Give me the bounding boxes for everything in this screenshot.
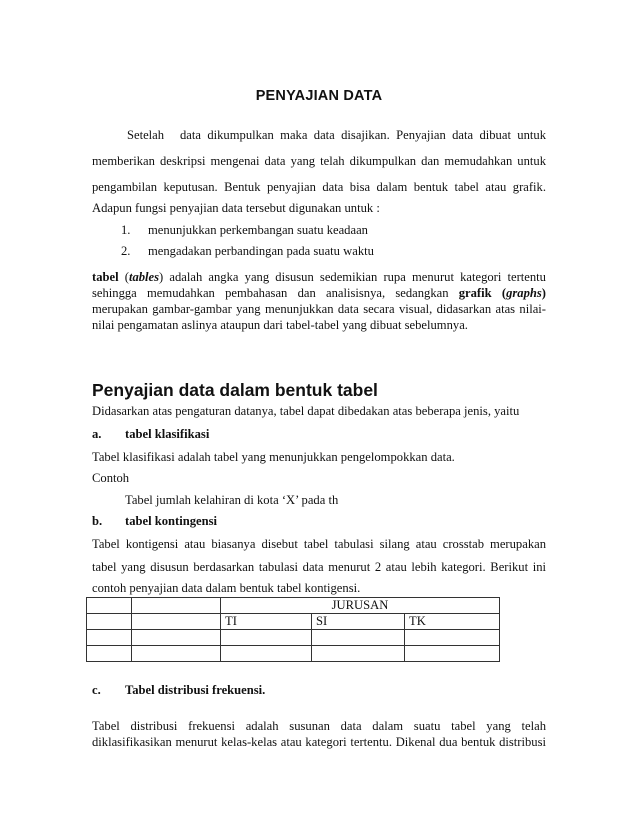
table-cell [132, 646, 221, 662]
item-a-description: Tabel klasifikasi adalah tabel yang menunjukkan pengelompokkan data. [92, 450, 455, 464]
term-tabel: tabel [92, 270, 119, 284]
function-text: mengadakan perbandingan pada suatu waktu [148, 244, 374, 258]
item-a-letter: a. [92, 427, 102, 441]
table-row [87, 646, 500, 662]
table-row [87, 630, 500, 646]
table-cell [312, 630, 405, 646]
table-column-header: SI [312, 614, 405, 630]
table-cell [405, 630, 500, 646]
intro-line-1a: Setelah [127, 128, 165, 142]
table-row [87, 614, 500, 630]
table-cell [87, 614, 132, 630]
final-line-1: Tabel distribusi frekuensi adalah susunan data dalam suatu tabel yang telah [92, 719, 546, 733]
table-cell [405, 646, 500, 662]
intro-line-3: pengambilan keputusan. Bentuk penyajian data bisa dalam bentuk tabel atau grafik. [92, 180, 546, 194]
section-heading: Penyajian data dalam bentuk tabel [92, 380, 378, 400]
item-c-letter: c. [92, 683, 101, 697]
item-b-line-3: contoh penyajian data dalam bentuk tabel kontigensi. [92, 581, 361, 595]
table-cell [312, 646, 405, 662]
item-a-label: tabel klasifikasi [125, 427, 210, 441]
final-line-2: diklasifikasikan menurut kelas-kelas atau kategori tertentu. Dikenal dua bentuk distribusi [92, 735, 546, 749]
item-b-line-2: tabel yang disusun berdasarkan tabulasi data menurut 2 atau lebih kategori. Berikut ini [92, 560, 546, 574]
item-c-label: Tabel distribusi frekuensi. [125, 683, 266, 697]
item-b-line-1: Tabel kontigensi atau biasanya disebut tabel tabulasi silang atau crosstab merupakan [92, 537, 546, 551]
definition-line-1: tabel (tables) adalah angka yang disusun sedemikian rupa menurut kategori tertentu [92, 270, 546, 284]
term-graphs: graphs [506, 286, 542, 300]
function-text: menunjukkan perkembangan suatu keadaan [148, 223, 368, 237]
table-cell [87, 598, 132, 614]
function-number: 2. [121, 244, 131, 258]
item-a-example: Tabel jumlah kelahiran di kota ‘X’ pada th [125, 493, 339, 507]
item-b-letter: b. [92, 514, 103, 528]
definition-line-2: sehingga memudahkan pembahasan dan analisisnya, sedangkan grafik (graphs) [92, 286, 546, 300]
intro-line-1b: data dikumpulkan maka data disajikan. Penyajian data dibuat untuk [180, 128, 546, 142]
table-row [87, 598, 500, 614]
intro-line-4: Adapun fungsi penyajian data tersebut digunakan untuk : [92, 201, 380, 215]
definition-line-3: merupakan gambar-gambar yang menunjukkan data secara visual, didasarkan atas nilai- [92, 302, 546, 316]
table-cell [221, 630, 312, 646]
table-cell [132, 614, 221, 630]
table-cell [132, 598, 221, 614]
table-column-header: TK [405, 614, 500, 630]
intro-line-2: memberikan deskripsi mengenai data yang telah dikumpulkan dan memudahkan untuk [92, 154, 546, 168]
table-column-header: TI [221, 614, 312, 630]
term-grafik: grafik [458, 286, 492, 300]
term-tables: tables [128, 270, 160, 284]
page-title: PENYAJIAN DATA [255, 88, 383, 104]
table-cell [221, 646, 312, 662]
table-header-jurusan: JURUSAN [221, 598, 500, 614]
definition-line-4: nilai pengamatan aslinya ataupun dari tabel-tabel yang dibuat sebelumnya. [92, 318, 468, 332]
item-b-label: tabel kontingensi [125, 514, 218, 528]
contingency-table [86, 597, 500, 662]
table-cell [132, 630, 221, 646]
table-cell [87, 630, 132, 646]
table-cell [87, 646, 132, 662]
function-number: 1. [121, 223, 131, 237]
item-a-contoh: Contoh [92, 471, 130, 485]
section-intro: Didasarkan atas pengaturan datanya, tabel dapat dibedakan atas beberapa jenis, yaitu [92, 404, 520, 418]
